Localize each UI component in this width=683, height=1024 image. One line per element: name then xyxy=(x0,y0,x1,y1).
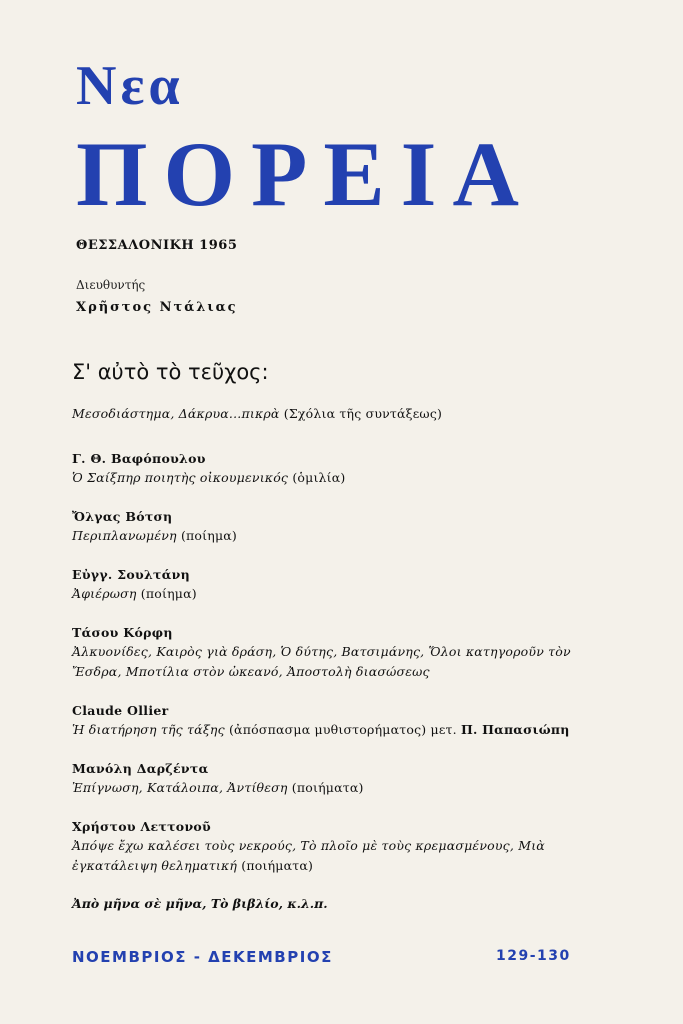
toc-entry-works xyxy=(72,404,612,424)
table-of-contents xyxy=(72,404,612,931)
place-year: ΘΕΣΣΑΛΟΝΙΚΗ 1965 xyxy=(76,238,238,253)
toc-entry xyxy=(72,566,612,604)
works-title: Ἐπίγνωση, Κατάλοιπα, Ἀντίθεση xyxy=(72,780,288,795)
works-note: (ποιήματα) xyxy=(241,858,314,873)
works-note: (ποιήματα) xyxy=(291,780,364,795)
toc-entry-works xyxy=(72,468,612,488)
toc-entry-author: Εὐγγ. Σουλτάνη xyxy=(72,567,191,582)
toc-entry xyxy=(72,508,612,546)
translator-name: Π. Παπασιώπη xyxy=(461,722,570,737)
toc-entry xyxy=(72,404,612,424)
toc-entry-author: Χρήστου Λεττονοῦ xyxy=(72,819,212,834)
toc-entry-works xyxy=(72,526,612,546)
toc-entry-author: Τάσου Κόρφη xyxy=(72,625,173,640)
toc-entry xyxy=(72,760,612,798)
toc-entry-author: Μανόλη Δαρζέντα xyxy=(72,761,209,776)
works-title: Ὁ Σαίξπηρ ποιητὴς οἰκουμενικός xyxy=(72,470,289,485)
contents-heading: Σ' αὐτὸ τὸ τεῦχος: xyxy=(72,360,269,384)
toc-last-line: Ἀπὸ μῆνα σὲ μῆνα, Τὸ βιβλίο, κ.λ.π. xyxy=(72,896,328,911)
works-title: Ἡ διατήρηση τῆς τάξης xyxy=(72,722,225,737)
masthead-title-small: Νεα xyxy=(76,55,184,117)
toc-entry-works xyxy=(72,778,612,798)
works-title: Ἀπόψε ἔχω καλέσει τοὺς νεκρούς, Τὸ πλοῖο μὲ τοὺς κρεμασμένους, Μιὰ ἐγκατάλειψη θεληματική xyxy=(72,838,545,873)
toc-entry-works xyxy=(72,642,612,682)
toc-entry xyxy=(72,702,612,740)
toc-entry xyxy=(72,624,612,682)
works-note: (Σχόλια τῆς συντάξεως) xyxy=(283,406,443,421)
toc-entry-author: Γ. Θ. Βαφόπουλου xyxy=(72,451,206,466)
editor-label: Διευθυντής xyxy=(76,278,146,292)
works-title: Ἀφιέρωση xyxy=(72,586,137,601)
toc-entry xyxy=(72,450,612,488)
issue-months: ΝΟΕΜΒΡΙΟΣ - ΔΕΚΕΜΒΡΙΟΣ xyxy=(72,948,333,966)
editor-name: Χρῆστος Ντάλιας xyxy=(76,300,238,315)
toc-entry xyxy=(72,818,612,876)
toc-entry-author: Claude Ollier xyxy=(72,703,169,718)
works-title: Περιπλανωμένη xyxy=(72,528,177,543)
works-title: Ἀλκυονίδες, Καιρὸς γιὰ δράση, Ὁ δύτης, Βατσιμάνης, Ὅλοι κατηγοροῦν τὸν Ἔσδρα, Μποτίλια στὸν ὠκεανό, Ἀποστολὴ διασώσεως xyxy=(72,644,571,679)
toc-entry-works xyxy=(72,836,612,876)
works-note: (ἀπόσπασμα μυθιστορήματος) xyxy=(228,722,427,737)
masthead-title-big: ΠΟΡΕΙΑ xyxy=(76,123,535,225)
toc-entry-author: Ὄλγας Βότση xyxy=(72,509,173,524)
works-note: (ὁμιλία) xyxy=(292,470,346,485)
works-note: (ποίημα) xyxy=(180,528,237,543)
translator-label: μετ. xyxy=(430,722,457,737)
toc-entry xyxy=(72,896,612,911)
works-title: Μεσοδιάστημα, Δάκρυα...πικρὰ xyxy=(72,406,280,421)
toc-entry-works xyxy=(72,720,612,740)
works-note: (ποίημα) xyxy=(140,586,197,601)
toc-entry-works xyxy=(72,584,612,604)
issue-number: 129-130 xyxy=(496,948,571,964)
